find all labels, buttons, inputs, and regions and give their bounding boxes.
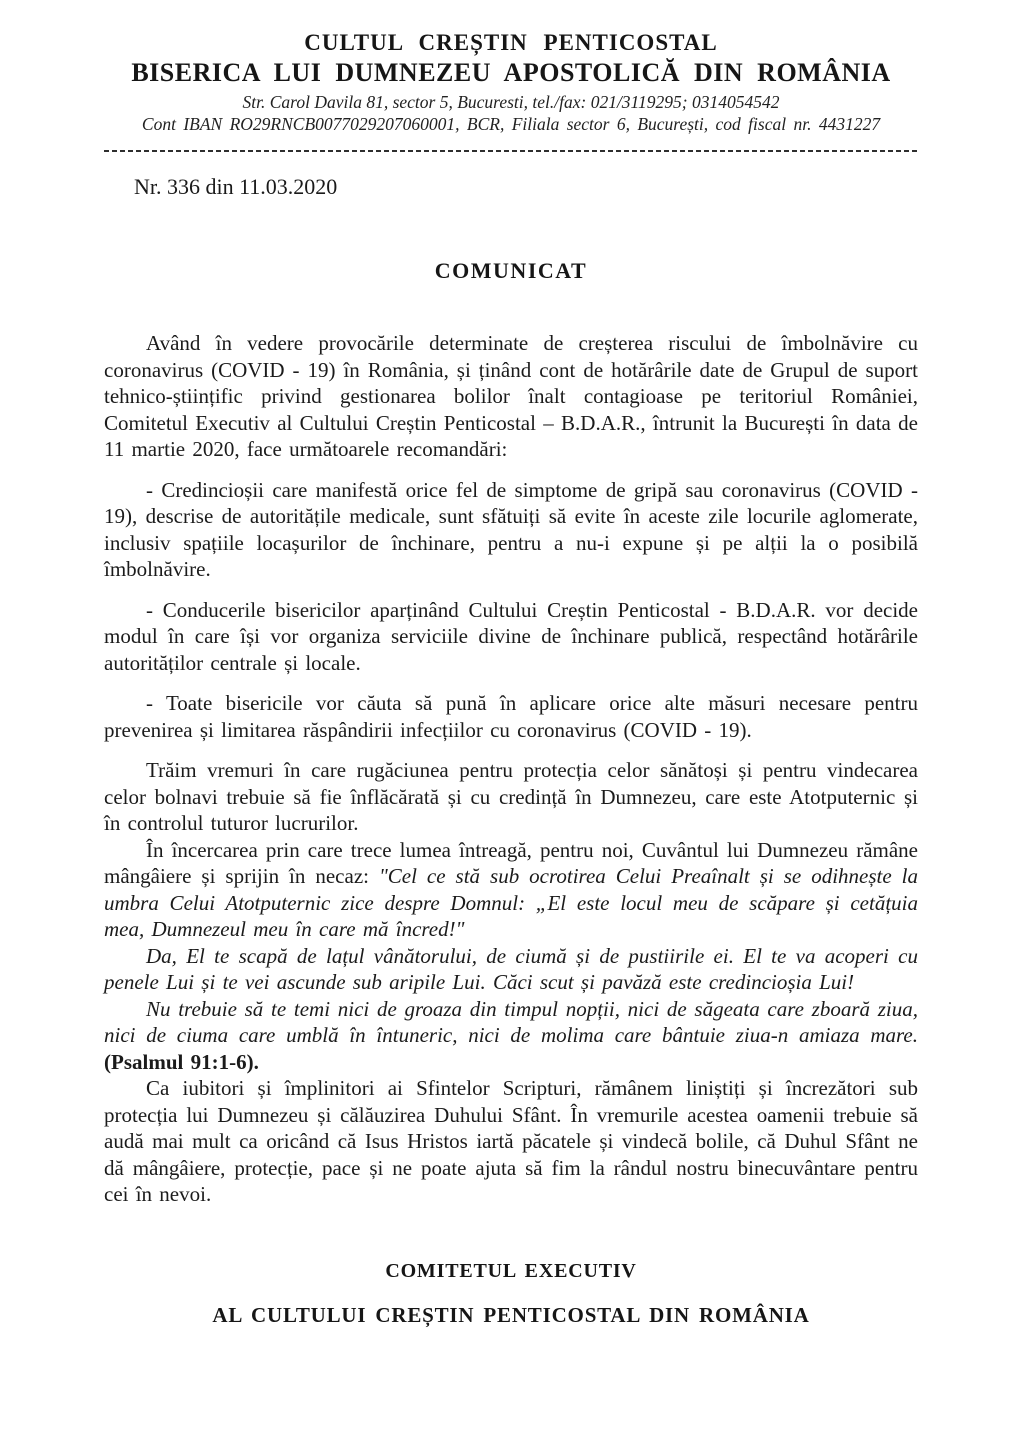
paragraph-segment: Având în vedere provocările determinate de creșterea riscului de îmbolnăvire cu coronavirus (COVID - 19) în România, și ținând cont de hotărârile date de Grupul de suport tehnico-științific privind gestionarea bolilor înalt contagioase pe teritoriul României, Comitetul Executiv al Cultului Creștin Penticostal – B.D.A.R., întrunit la București în data de 11 martie 2020, face următoarele recomandări: bbox=[104, 331, 918, 461]
letterhead bbox=[104, 30, 918, 135]
paragraph-segment: "Cel ce stă sub ocrotirea Celui Preaînalt și se odihnește la umbra Celui Atotputernic zice despre Domnul: „El este locul meu de scăpare și cetățuia mea, Dumnezeul meu în care mă încred!" bbox=[104, 864, 918, 941]
paragraph-segment: Trăim vremuri în care rugăciunea pentru protecția celor sănătoși și pentru vindecarea celor bolnavi trebuie să fie înflăcărată și cu credință în Dumnezeu, care este Atotputernic și în controlul tuturor lucrurilor. bbox=[104, 758, 918, 835]
paragraph-segment: În încercarea prin care trece lumea întreagă, pentru noi, Cuvântul lui Dumnezeu rămâne mângâiere și sprijin în necaz: bbox=[104, 837, 918, 888]
paragraph bbox=[104, 943, 918, 996]
closing-block bbox=[104, 1260, 918, 1328]
paragraph bbox=[104, 477, 918, 583]
paragraph bbox=[104, 1075, 918, 1208]
dashed-separator bbox=[104, 149, 918, 152]
paragraph bbox=[104, 837, 918, 943]
paragraph-segment: (Psalmul 91:1-6). bbox=[104, 1049, 259, 1074]
closing-organization-line: AL CULTULUI CREȘTIN PENTICOSTAL DIN ROMÂNIA bbox=[212, 1302, 810, 1327]
paragraph bbox=[104, 330, 918, 463]
paragraph-segment: Nu trebuie să te temi nici de groaza din timpul nopții, nici de săgeata care zboară ziua, nici de ciuma care umblă în întuneric, nici de molima care bântuie ziua-n amiaza mare. bbox=[104, 996, 918, 1047]
paragraph-segment: - Credincioșii care manifestă orice fel de simptome de gripă sau coronavirus (COVID - 19), descrise de autoritățile medicale, sunt sfătuiți să evite în aceste zile locurile aglomerate, inclusiv spațiile locașurilor de închinare, pentru a nu-i expune și pe alții la o posibilă îmbolnăvire. bbox=[104, 477, 918, 581]
paragraph bbox=[104, 690, 918, 743]
paragraph-segment: Ca iubitori și împlinitori ai Sfintelor Scripturi, rămânem liniștiți și încrezători sub protecția lui Dumnezeu și călăuzirea Duhului Sfânt. În vremurile acestea oamenii trebuie să audă mai mult ca oricând că Isus Hristos iartă păcatele și vindecă bolile, că Duhul Sfânt ne dă mângâiere, protecție, pace și ne poate ajuta să fim la rândul nostru binecuvântare pentru cei în nevoi. bbox=[104, 1076, 918, 1206]
closing-committee-line: COMITETUL EXECUTIV bbox=[385, 1259, 637, 1282]
document-title: COMUNICAT bbox=[434, 258, 588, 283]
organization-name-line1: CULTUL CREȘTIN PENTICOSTAL bbox=[304, 30, 718, 55]
document-body bbox=[104, 330, 918, 1208]
paragraph-segment: - Toate bisericile vor căuta să pună în aplicare orice alte măsuri necesare pentru prevenirea și limitarea răspândirii infecțiilor cu coronavirus (COVID - 19). bbox=[104, 691, 918, 742]
paragraph bbox=[104, 597, 918, 677]
paragraph-segment: Da, El te scapă de lațul vânătorului, de ciumă și de pustiirile ei. El te va acoperi cu penele Lui și te vei ascunde sub aripile Lui. Căci scut și pavăză este credincioșia Lui! bbox=[104, 943, 918, 994]
letterhead-iban: Cont IBAN RO29RNCB0077029207060001, BCR, Filiala sector 6, București, cod fiscal nr. 4431227 bbox=[141, 114, 881, 134]
organization-name-line2: BISERICA LUI DUMNEZEU APOSTOLICĂ DIN ROMÂNIA bbox=[131, 58, 891, 87]
paragraph bbox=[104, 996, 918, 1076]
paragraph bbox=[104, 757, 918, 837]
paragraph-segment: - Conducerile bisericilor aparținând Cultului Creștin Penticostal - B.D.A.R. vor decide modul în care își vor organiza serviciile divine de închinare publică, respectând hotărârile autorităților centrale și locale. bbox=[104, 597, 918, 675]
reference-number: Nr. 336 din 11.03.2020 bbox=[134, 174, 338, 199]
letterhead-address: Str. Carol Davila 81, sector 5, Bucuresti, tel./fax: 021/3119295; 0314054542 bbox=[242, 92, 780, 112]
